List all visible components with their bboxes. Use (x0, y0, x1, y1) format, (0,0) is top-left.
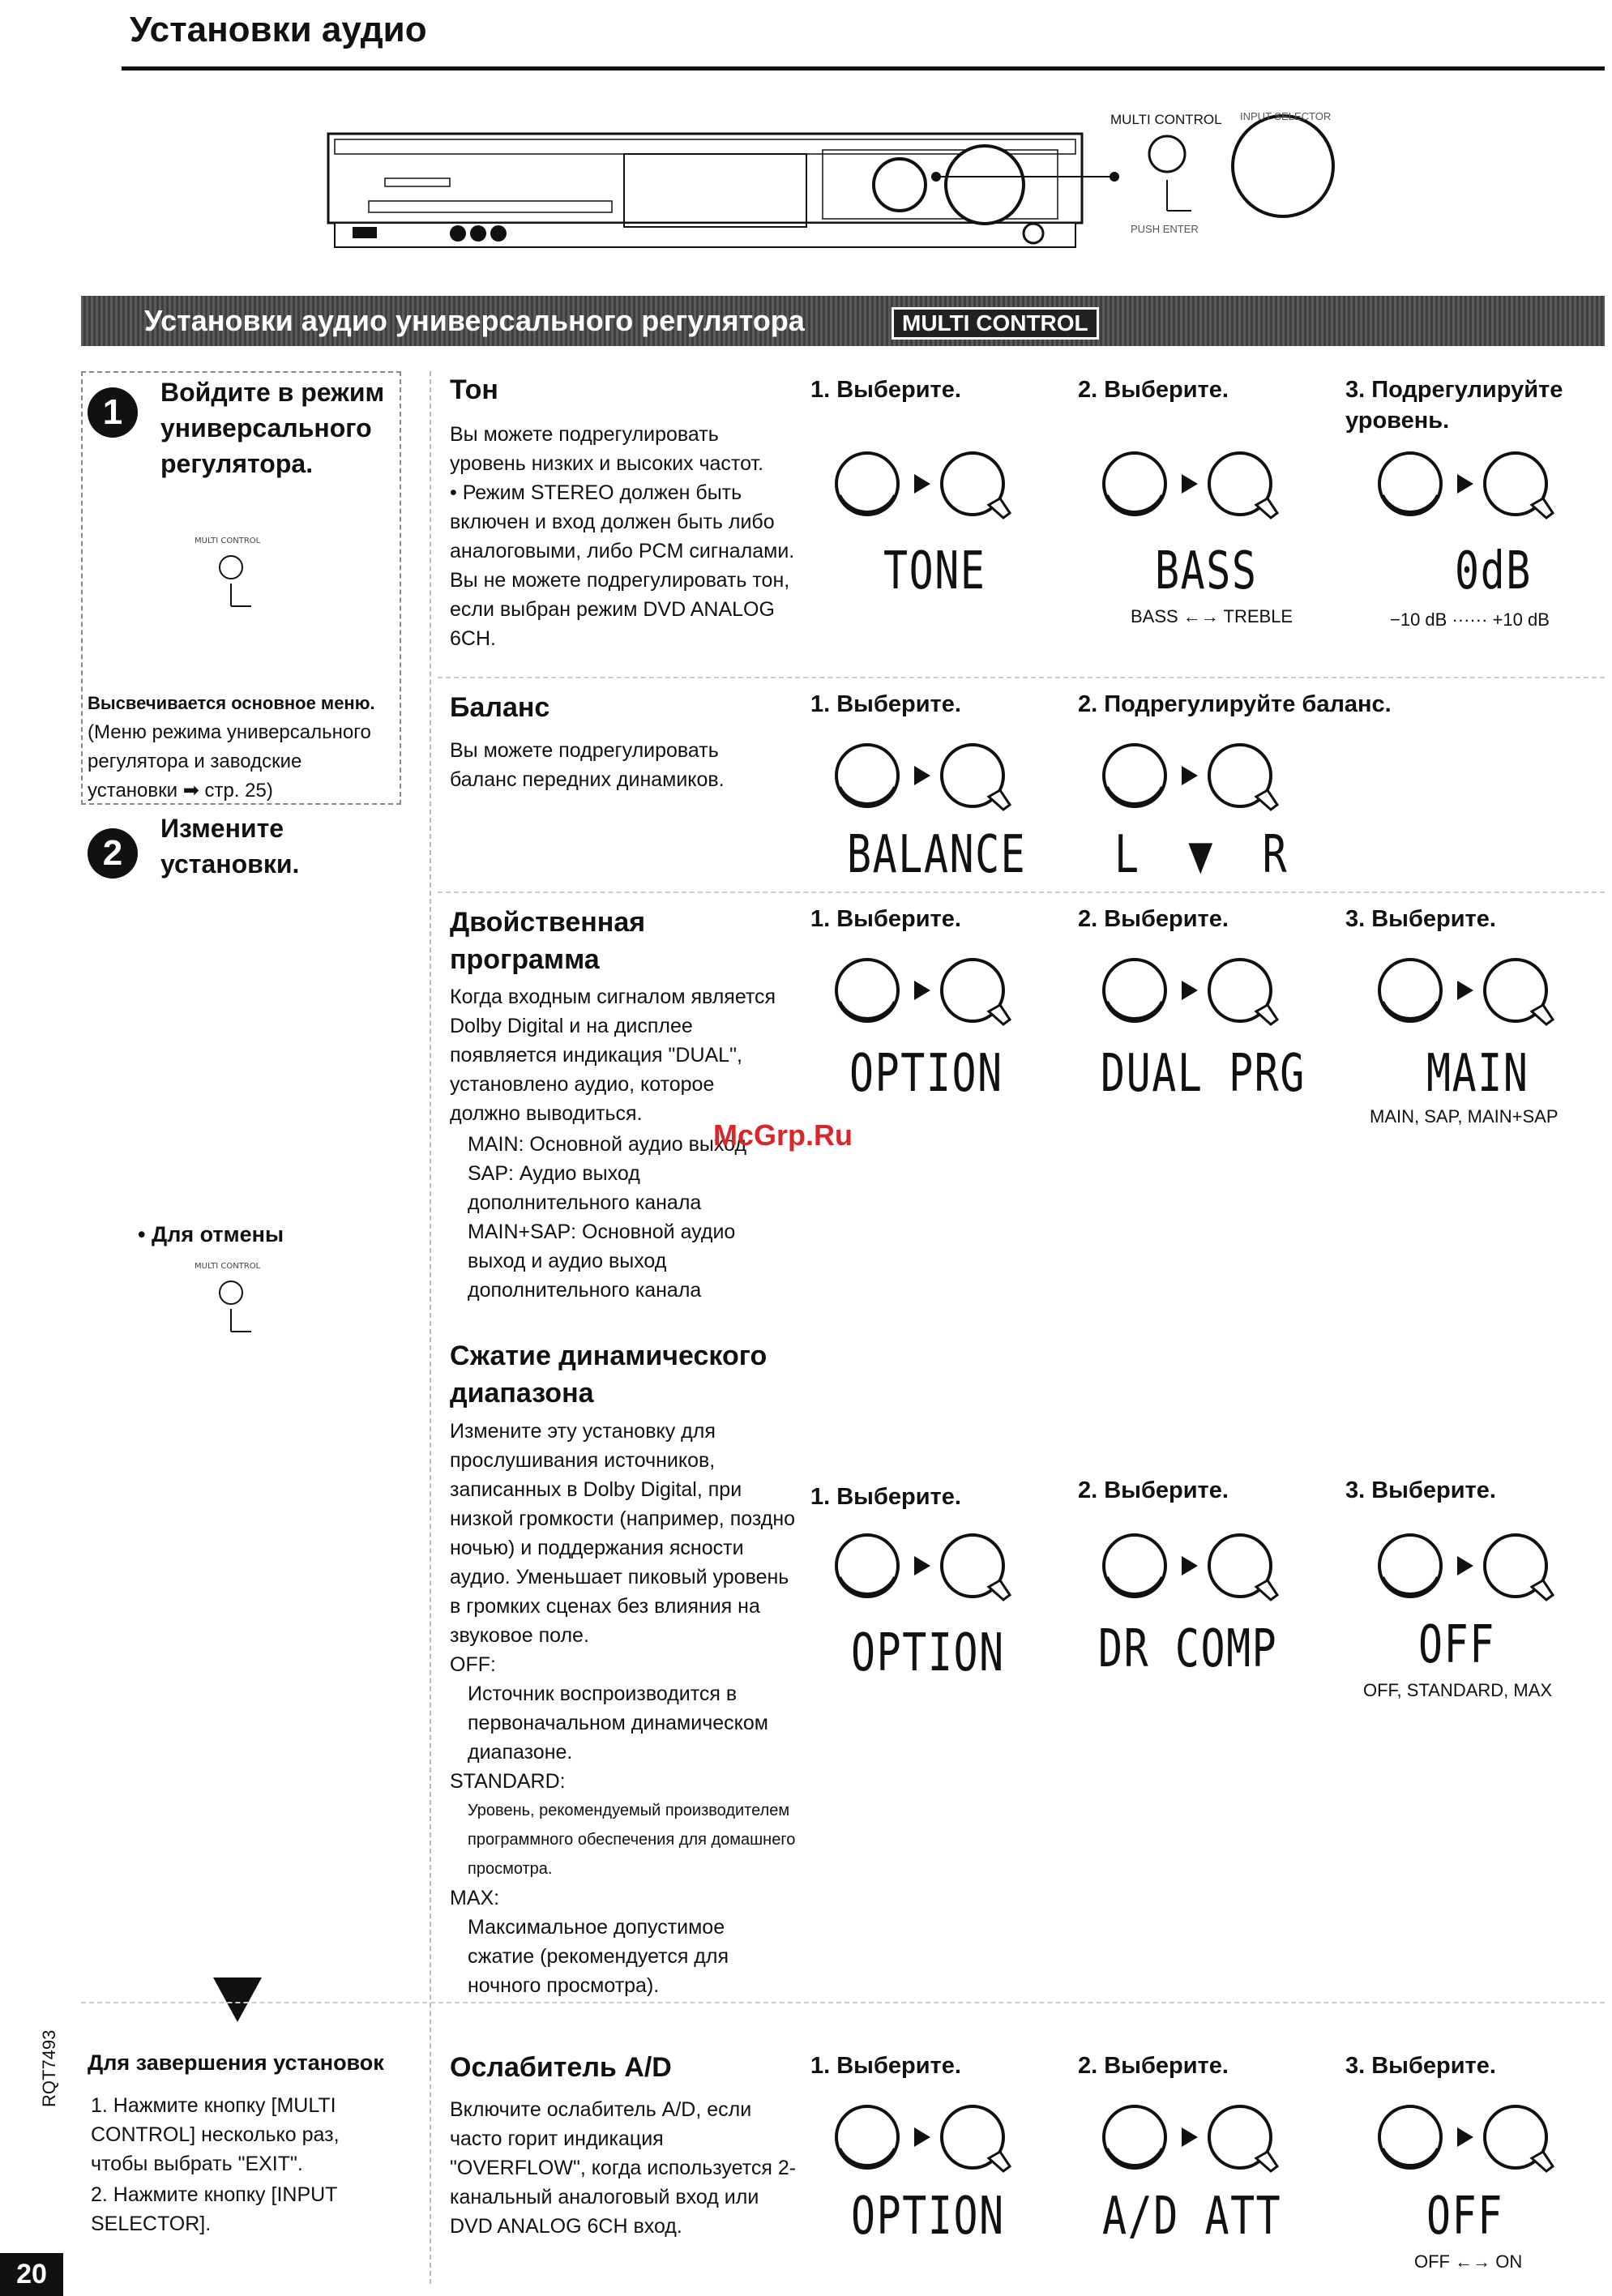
balance-body: Вы можете подрегулировать баланс передних динамиков. (450, 739, 725, 791)
att-knob3 (1370, 2095, 1580, 2188)
step1-note: (Меню режима универсального регулятора и заводские установки ➡ стр. 25) (88, 721, 371, 802)
dual-title: Двойственная программа (450, 907, 646, 975)
balance-display-1: BALANCE (847, 825, 1027, 885)
divider-3 (81, 2002, 1605, 2003)
drc-col2-heading: 2. Выберите. (1078, 1477, 1229, 1503)
step1-note-bold: Высвечивается основное меню. (88, 693, 375, 713)
column-divider (430, 371, 431, 2284)
document-code: RQT7493 (39, 2029, 59, 2107)
divider-2 (438, 891, 1605, 893)
drc-display-1: OPTION (851, 1623, 1005, 1683)
drc-std-text: Уровень, рекомендуемый производителем программного обеспечения для домашнего просмотра. (468, 1802, 796, 1878)
banner-title: Установки аудио универсального регулятора (144, 304, 805, 337)
att-col1-heading: 1. Выберите. (810, 2053, 961, 2079)
tone-knob3 (1370, 442, 1580, 535)
dual-display-2: DUAL PRG (1101, 1044, 1306, 1104)
drc-std-label: STANDARD: (450, 1770, 566, 1793)
att-display-1: OPTION (851, 2187, 1005, 2247)
att-knob2 (1094, 2095, 1305, 2188)
tone-bullet: • Режим STEREO должен быть включен и вход должен быть либо аналоговыми, либо PCM сигналами. Вы не можете подрегулировать тон, если выбран режим DVD ANALOG 6CH. (450, 481, 795, 650)
balance-col1-heading: 1. Выберите. (810, 691, 961, 717)
dual-display-3: MAIN (1426, 1044, 1529, 1104)
att-sub-3: OFF ←→ ON (1414, 2251, 1523, 2272)
svg-text:MULTI CONTROL: MULTI CONTROL (195, 537, 261, 545)
balance-knob2 (1094, 733, 1305, 827)
divider-1 (438, 677, 1605, 678)
tone-display-2: BASS (1155, 541, 1258, 601)
tone-title: Тон (450, 374, 498, 405)
cancel-control-icon (186, 1252, 284, 1349)
att-display-3: OFF (1426, 2187, 1503, 2247)
step1-number: 1 (88, 387, 138, 438)
banner-tag: MULTI CONTROL (892, 307, 1099, 340)
finish-title: Для завершения установок (88, 2050, 384, 2075)
title-rule (122, 66, 1605, 71)
tone-col1-heading: 1. Выберите. (810, 377, 961, 403)
balance-knob1 (827, 733, 1037, 827)
dual-sap: SAP: Аудио выход дополнительного канала (468, 1162, 702, 1214)
tone-sub-3: −10 dB ······ +10 dB (1390, 609, 1550, 630)
tone-col3-heading: 3. Подрегулируйте уровень. (1345, 377, 1563, 434)
tone-body: Вы можете подрегулировать уровень низких и высоких частот. (450, 423, 764, 475)
tone-display-1: TONE (883, 541, 986, 601)
att-col2-heading: 2. Выберите. (1078, 2053, 1229, 2079)
finish-item-2: 2. Нажмите кнопку [INPUT SELECTOR]. (91, 2183, 337, 2235)
dual-sub-3: MAIN, SAP, MAIN+SAP (1370, 1106, 1559, 1127)
drc-off-label: OFF: (450, 1653, 496, 1676)
dual-col2-heading: 2. Выберите. (1078, 906, 1229, 932)
drc-body: Измените эту установку для прослушивания источников, записанных в Dolby Digital, при низкой громкости (например, поздно ночью) и поддержания ясности аудио. Уменьшает пиковый уровень в громких сценах без влияния на звуковое поле. (450, 1420, 796, 1647)
balance-display-2: L ▼ R (1114, 825, 1300, 885)
balance-col2-heading: 2. Подрегулируйте баланс. (1078, 691, 1392, 717)
drc-max-text: Максимальное допустимое сжатие (рекомендуется для ночного просмотра). (468, 1916, 729, 1997)
section-banner (81, 296, 1605, 346)
drc-col1-heading: 1. Выберите. (810, 1484, 961, 1510)
drc-display-3: OFF (1418, 1615, 1495, 1675)
tone-col2-heading: 2. Выберите. (1078, 377, 1229, 403)
tone-display-3: 0dB (1455, 541, 1532, 601)
input-selector-label: INPUT SELECTOR (1240, 110, 1332, 122)
dual-knob1 (827, 948, 1037, 1041)
drc-knob3 (1370, 1524, 1580, 1617)
dual-knob2 (1094, 948, 1305, 1041)
step2-number: 2 (88, 828, 138, 879)
dual-mainsap: MAIN+SAP: Основной аудио выход и аудио выход дополнительного канала (468, 1221, 736, 1302)
dual-body: Когда входным сигналом является Dolby Digital и на дисплее появляется индикация "DUAL", установлено аудио, которое должно выводиться. (450, 986, 776, 1125)
dual-col3-heading: 3. Выберите. (1345, 906, 1496, 932)
tone-knob1 (827, 442, 1037, 535)
drc-max-label: MAX: (450, 1887, 500, 1909)
page-title: Установки аудио (130, 10, 427, 49)
dual-col1-heading: 1. Выберите. (810, 906, 961, 932)
step1-title: Войдите в режим универсального регулятора. (160, 378, 385, 478)
cancel-label: • Для отмены (138, 1222, 284, 1246)
att-title: Ослабитель A/D (450, 2052, 672, 2083)
page-number: 20 (0, 2253, 63, 2296)
att-col3-heading: 3. Выберите. (1345, 2053, 1496, 2079)
tone-knob2 (1094, 442, 1305, 535)
drc-knob1 (827, 1524, 1037, 1617)
balance-title: Баланс (450, 692, 550, 723)
dual-display-1: OPTION (849, 1044, 1003, 1104)
multi-control-button-icon (186, 527, 284, 624)
watermark: McGrp.Ru (713, 1118, 853, 1152)
multi-control-label: MULTI CONTROL (1110, 112, 1222, 127)
att-body: Включите ослабитель A/D, если часто горит индикация "OVERFLOW", когда используется 2-канальный аналоговый вход или DVD ANALOG 6CH вход. (450, 2098, 797, 2238)
tone-sub-2: BASS ←→ TREBLE (1131, 606, 1293, 626)
dual-knob3 (1370, 948, 1580, 1041)
step2-title: Измените установки. (160, 814, 300, 879)
att-display-2: A/D ATT (1102, 2187, 1282, 2247)
finish-item-1: 1. Нажмите кнопку [MULTI CONTROL] несколько раз, чтобы выбрать "EXIT". (91, 2094, 340, 2175)
drc-off-text: Источник воспроизводится в первоначальном динамическом диапазоне. (468, 1682, 768, 1764)
drc-title: Сжатие динамического диапазона (450, 1340, 768, 1409)
drc-col3-heading: 3. Выберите. (1345, 1477, 1496, 1503)
dual-main: MAIN: Основной аудио выход (468, 1133, 747, 1156)
att-knob1 (827, 2095, 1037, 2188)
push-enter-label: PUSH ENTER (1131, 223, 1199, 235)
drc-sub-3: OFF, STANDARD, MAX (1363, 1680, 1553, 1700)
drc-display-2: DR COMP (1098, 1619, 1278, 1679)
drc-knob2 (1094, 1524, 1305, 1617)
svg-text:MULTI CONTROL: MULTI CONTROL (195, 1262, 261, 1271)
